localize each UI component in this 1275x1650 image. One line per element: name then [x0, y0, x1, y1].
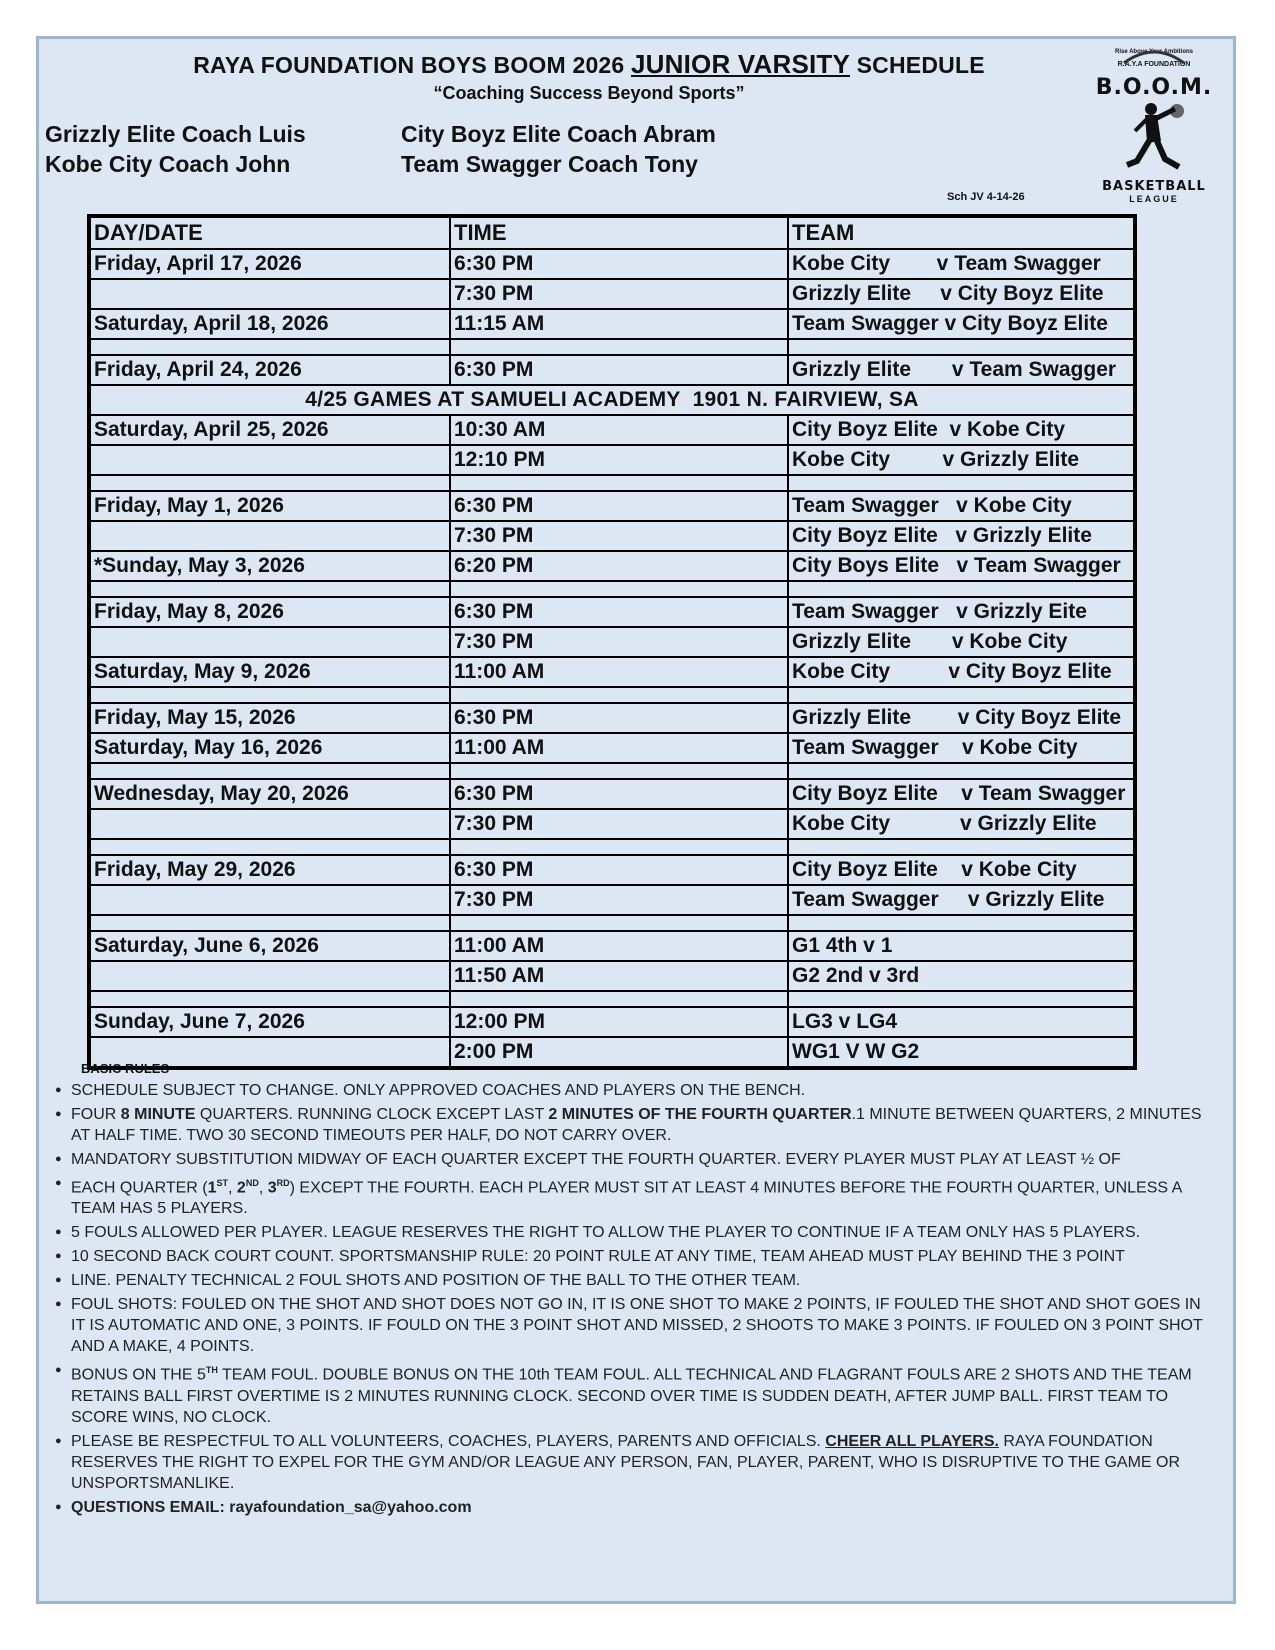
rule-text: MANDATORY SUBSTITUTION MIDWAY OF EACH QUARTER EXCEPT THE FOURTH QUARTER. EVERY PLAYER MUST PLAY AT LEAST ½ OF [71, 1151, 1121, 1168]
spacer-row [89, 687, 1135, 703]
rule-text: .1 MINUTE BETWEEN QUARTERS, 2 MINUTES AT HALF TIME. TWO 30 SECOND TIMEOUTS PER HALF, DO NOT CARRY OVER. [71, 1106, 1202, 1144]
rule-text: FOUL SHOTS: FOULED ON THE SHOT AND SHOT DOES NOT GO IN, IT IS ONE SHOT TO MAKE 2 POINTS, IF FOULED THE SHOT AND SHOT GOES IN IT IS AUTOMATIC AND ONE, 3 POINTS. IF FOULD ON THE 3 POINT SHOT AND MISSED, 2 SHOOTS TO MAKE 3 POINTS. IF FOULED ON 3 POINT SHOT AND A MAKE, 4 POINTS. [71, 1296, 1203, 1356]
game-time: 7:30 PM [450, 279, 788, 309]
game-teams: Team Swagger v Kobe City [788, 491, 1135, 521]
logo-league: LEAGUE [1129, 194, 1179, 204]
logo-arc-icon [1089, 39, 1219, 79]
boom-logo [1089, 39, 1219, 209]
spacer-cell [788, 475, 1135, 491]
game-date: Friday, May 1, 2026 [89, 491, 450, 521]
game-time: 11:50 AM [450, 961, 788, 991]
game-date: Friday, April 17, 2026 [89, 249, 450, 279]
game-row [89, 551, 1135, 581]
game-date: Friday, May 8, 2026 [89, 597, 450, 627]
rule-text: RD [276, 1178, 290, 1188]
rule-text: QUARTERS. RUNNING CLOCK EXCEPT LAST [195, 1106, 549, 1123]
schedule-page [36, 36, 1236, 1604]
game-row [89, 445, 1135, 475]
rule-text: , [258, 1179, 268, 1197]
game-teams: Grizzly Elite v Kobe City [788, 627, 1135, 657]
game-teams: Grizzly Elite v City Boyz Elite [788, 279, 1135, 309]
rule-item [55, 1104, 1215, 1146]
venue-note-row [89, 385, 1135, 415]
game-date [89, 445, 450, 475]
game-date: Sunday, June 7, 2026 [89, 1007, 450, 1037]
game-time: 11:00 AM [450, 657, 788, 687]
game-row [89, 597, 1135, 627]
game-row [89, 1007, 1135, 1037]
rule-item [55, 1080, 1215, 1101]
game-date: Friday, April 24, 2026 [89, 355, 450, 385]
game-teams: City Boys Elite v Team Swagger [788, 551, 1135, 581]
rule-text: BONUS ON THE 5 [71, 1366, 206, 1384]
game-time: 6:30 PM [450, 355, 788, 385]
game-row [89, 521, 1135, 551]
logo-org: R.A.Y.A FOUNDATION [1117, 61, 1191, 68]
spacer-row [89, 763, 1135, 779]
spacer-cell [450, 915, 788, 931]
schedule-table [87, 214, 1137, 1070]
game-time: 11:15 AM [450, 309, 788, 339]
header-team: TEAM [788, 216, 1135, 249]
game-teams: Kobe City v Team Swagger [788, 249, 1135, 279]
spacer-cell [788, 991, 1135, 1007]
title-junior-varsity: JUNIOR VARSITY [631, 49, 851, 79]
game-time: 7:30 PM [450, 885, 788, 915]
game-time: 6:20 PM [450, 551, 788, 581]
spacer-cell [788, 839, 1135, 855]
game-row [89, 733, 1135, 763]
spacer-cell [450, 687, 788, 703]
rule-item [55, 1246, 1215, 1267]
coach-grizzly: Grizzly Elite Coach Luis [45, 121, 306, 147]
game-date: Saturday, April 25, 2026 [89, 415, 450, 445]
rule-item [55, 1222, 1215, 1243]
spacer-cell [450, 763, 788, 779]
rule-item [55, 1173, 1215, 1219]
basketball-player-icon [1117, 101, 1197, 181]
game-row [89, 355, 1135, 385]
rule-text: ) EXCEPT THE FOURTH. EACH PLAYER MUST SIT AT LEAST 4 MINUTES BEFORE THE FOURTH QUARTER, UNLESS A TEAM HAS 5 PLAYERS. [71, 1179, 1182, 1218]
rule-text: ND [245, 1178, 259, 1188]
rule-text: CHEER ALL PLAYERS. [825, 1432, 999, 1450]
game-row [89, 809, 1135, 839]
game-row [89, 415, 1135, 445]
game-time: 7:30 PM [450, 809, 788, 839]
game-time: 10:30 AM [450, 415, 788, 445]
game-time: 2:00 PM [450, 1037, 788, 1068]
game-time: 6:30 PM [450, 491, 788, 521]
rule-item [55, 1431, 1215, 1494]
spacer-cell [450, 475, 788, 491]
rule-text: 5 FOULS ALLOWED PER PLAYER. LEAGUE RESERVES THE RIGHT TO ALLOW THE PLAYER TO CONTINUE IF A TEAM ONLY HAS 5 PLAYERS. [71, 1224, 1141, 1242]
game-date: Saturday, June 6, 2026 [89, 931, 450, 961]
spacer-cell [788, 339, 1135, 355]
rule-text: PLEASE BE RESPECTFUL TO ALL VOLUNTEERS, COACHES, PLAYERS, PARENTS AND OFFICIALS. [71, 1432, 826, 1450]
rule-text: LINE. PENALTY TECHNICAL 2 FOUL SHOTS AND POSITION OF THE BALL TO THE OTHER TEAM. [71, 1272, 801, 1290]
subtitle: “Coaching Success Beyond Sports” [433, 83, 745, 103]
game-teams: City Boyz Elite v Team Swagger [788, 779, 1135, 809]
game-row [89, 249, 1135, 279]
logo-tagline: Rise Above Your Ambitions [1114, 49, 1193, 55]
game-time: 6:30 PM [450, 855, 788, 885]
spacer-row [89, 991, 1135, 1007]
game-date: Saturday, April 18, 2026 [89, 309, 450, 339]
game-row [89, 703, 1135, 733]
rule-text: 8 MINUTE [120, 1106, 196, 1123]
game-teams: Team Swagger v City Boyz Elite [788, 309, 1135, 339]
rule-text: RAYA FOUNDATION RESERVES THE RIGHT TO EXPEL FOR THE GYM AND/OR LEAGUE ANY PERSON, FAN, PLAYER, PARENT, WHO IS DISRUPTIVE TO THE GAME OR UNSPORTSMANLIKE. [71, 1432, 1181, 1492]
rule-text: , [228, 1179, 237, 1197]
spacer-cell [788, 687, 1135, 703]
game-date: Wednesday, May 20, 2026 [89, 779, 450, 809]
spacer-cell [89, 687, 450, 703]
game-time: 6:30 PM [450, 597, 788, 627]
game-date: Saturday, May 9, 2026 [89, 657, 450, 687]
title-prefix: RAYA FOUNDATION BOYS BOOM 2026 [193, 52, 625, 78]
rule-text: TEAM FOUL. DOUBLE BONUS ON THE 10th TEAM FOUL. ALL TECHNICAL AND FLAGRANT FOULS ARE 2 SHOTS AND THE TEAM RETAINS BALL FIRST OVERTIME IS 2 MINUTES RUNNING CLOCK. SECOND OVER TIME IS SUDDEN DEATH, AFTER JUMP BALL. FIRST TEAM TO SCORE WINS, NO CLOCK. [71, 1366, 1192, 1426]
game-date: Friday, May 15, 2026 [89, 703, 450, 733]
game-teams: Kobe City v Grizzly Elite [788, 809, 1135, 839]
rule-text: TH [205, 1365, 218, 1376]
spacer-cell [450, 839, 788, 855]
game-row [89, 627, 1135, 657]
game-teams: City Boyz Elite v Kobe City [788, 855, 1135, 885]
spacer-row [89, 475, 1135, 491]
venue-note: 4/25 GAMES AT SAMUELI ACADEMY 1901 N. FAIRVIEW, SA [89, 385, 1135, 415]
spacer-cell [450, 581, 788, 597]
game-teams: G1 4th v 1 [788, 931, 1135, 961]
game-teams: Grizzly Elite v Team Swagger [788, 355, 1135, 385]
game-time: 7:30 PM [450, 521, 788, 551]
rule-text: QUESTIONS EMAIL: raya [71, 1498, 263, 1516]
game-teams: Grizzly Elite v City Boyz Elite [788, 703, 1135, 733]
game-row [89, 885, 1135, 915]
game-teams: Kobe City v City Boyz Elite [788, 657, 1135, 687]
game-teams: Team Swagger v Grizzly Elite [788, 885, 1135, 915]
spacer-row [89, 581, 1135, 597]
header-day-date: DAY/DATE [89, 216, 450, 249]
game-teams: Kobe City v Grizzly Elite [788, 445, 1135, 475]
rule-text: 3 [267, 1179, 277, 1197]
game-row [89, 779, 1135, 809]
game-date [89, 521, 450, 551]
rule-text: 2 [236, 1179, 246, 1197]
game-date: Friday, May 29, 2026 [89, 855, 450, 885]
game-row [89, 279, 1135, 309]
spacer-cell [788, 581, 1135, 597]
game-date: *Sunday, May 3, 2026 [89, 551, 450, 581]
schedule-version: Sch JV 4-14-26 [947, 191, 1025, 203]
game-row [89, 961, 1135, 991]
spacer-row [89, 915, 1135, 931]
spacer-cell [788, 763, 1135, 779]
game-time: 11:00 AM [450, 931, 788, 961]
coach-kobe: Kobe City Coach John [45, 151, 291, 177]
title-suffix: SCHEDULE [856, 52, 985, 78]
rule-text: ST [216, 1178, 229, 1188]
game-date [89, 961, 450, 991]
game-teams: City Boyz Elite v Kobe City [788, 415, 1135, 445]
rules-heading: BASIC RULES [81, 1061, 170, 1076]
rule-text: EACH QUARTER ( [71, 1179, 208, 1197]
game-row [89, 657, 1135, 687]
table-header-row [89, 216, 1135, 249]
game-teams: LG3 v LG4 [788, 1007, 1135, 1037]
rule-text: SCHEDULE SUBJECT TO CHANGE. ONLY APPROVED COACHES AND PLAYERS ON THE BENCH. [71, 1082, 806, 1099]
game-time: 12:10 PM [450, 445, 788, 475]
game-teams: City Boyz Elite v Grizzly Elite [788, 521, 1135, 551]
header-time: TIME [450, 216, 788, 249]
game-time: 6:30 PM [450, 703, 788, 733]
game-row [89, 309, 1135, 339]
game-teams: Team Swagger v Grizzly Eite [788, 597, 1135, 627]
spacer-cell [89, 991, 450, 1007]
spacer-cell [89, 475, 450, 491]
rule-item [55, 1294, 1215, 1357]
rule-text: 2 MINUTES OF THE FOURTH QUARTER [548, 1106, 852, 1123]
game-time: 12:00 PM [450, 1007, 788, 1037]
game-time: 11:00 AM [450, 733, 788, 763]
spacer-cell [89, 339, 450, 355]
game-row [89, 931, 1135, 961]
rule-text: 1 [207, 1179, 217, 1197]
rule-item [55, 1360, 1215, 1427]
game-row [89, 855, 1135, 885]
spacer-cell [788, 915, 1135, 931]
rule-item [55, 1149, 1215, 1170]
rule-text: FOUR [71, 1106, 121, 1123]
rule-text: 10 SECOND BACK COURT COUNT. SPORTSMANSHIP RULE: 20 POINT RULE AT ANY TIME, TEAM AHEAD MUST PLAY BEHIND THE 3 POINT [71, 1248, 1125, 1266]
game-row [89, 1037, 1135, 1068]
game-date [89, 279, 450, 309]
game-time: 7:30 PM [450, 627, 788, 657]
spacer-cell [89, 763, 450, 779]
game-date [89, 885, 450, 915]
logo-basketball: BASKETBALL [1102, 179, 1206, 194]
rules-list [55, 1080, 1215, 1521]
game-teams: WG1 V W G2 [788, 1037, 1135, 1068]
spacer-cell [89, 839, 450, 855]
game-row [89, 491, 1135, 521]
rule-item [55, 1497, 1215, 1518]
page-title [189, 49, 989, 80]
rule-item [55, 1270, 1215, 1291]
coach-swagger: Team Swagger Coach Tony [401, 151, 698, 177]
logo-name: B.O.O.M. [1095, 75, 1213, 100]
game-date: Saturday, May 16, 2026 [89, 733, 450, 763]
spacer-cell [89, 915, 450, 931]
spacer-cell [89, 581, 450, 597]
game-time: 6:30 PM [450, 779, 788, 809]
spacer-cell [450, 991, 788, 1007]
game-date [89, 809, 450, 839]
game-time: 6:30 PM [450, 249, 788, 279]
game-teams: G2 2nd v 3rd [788, 961, 1135, 991]
spacer-cell [450, 339, 788, 355]
spacer-row [89, 839, 1135, 855]
rule-text: foundation_sa@yahoo.com [262, 1498, 472, 1516]
spacer-row [89, 339, 1135, 355]
coach-city-boyz: City Boyz Elite Coach Abram [401, 121, 716, 147]
game-teams: Team Swagger v Kobe City [788, 733, 1135, 763]
game-date [89, 627, 450, 657]
